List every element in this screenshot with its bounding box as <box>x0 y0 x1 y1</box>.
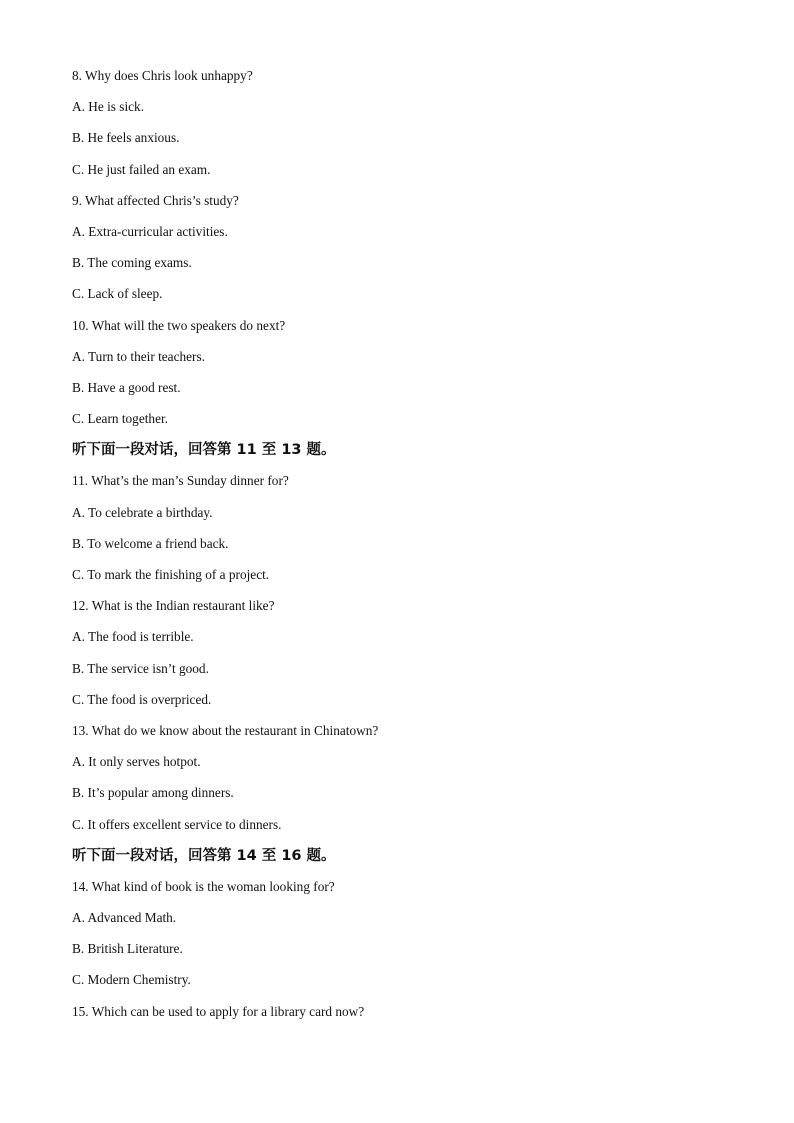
question-10-option-a: A. Turn to their teachers. <box>72 348 205 364</box>
question-9-option-b: B. The coming exams. <box>72 255 192 271</box>
question-9: 9. What affected Chris’s study? <box>72 192 239 208</box>
question-10: 10. What will the two speakers do next? <box>72 317 286 333</box>
question-15: 15. Which can be used to apply for a library card now? <box>72 1003 365 1019</box>
question-13-option-c: C. It offers excellent service to dinners. <box>72 816 282 832</box>
question-8-option-b: B. He feels anxious. <box>72 130 180 146</box>
question-13: 13. What do we know about the restaurant in Chinatown? <box>72 722 379 738</box>
question-12-option-b: B. The service isn’t good. <box>72 660 209 676</box>
question-10-option-b: B. Have a good rest. <box>72 379 181 395</box>
question-12: 12. What is the Indian restaurant like? <box>72 598 275 614</box>
question-11-option-a: A. To celebrate a birthday. <box>72 504 213 520</box>
question-11-option-b: B. To welcome a friend back. <box>72 535 229 551</box>
question-8: 8. Why does Chris look unhappy? <box>72 68 253 83</box>
question-14-option-b: B. British Literature. <box>72 941 183 957</box>
question-14: 14. What kind of book is the woman looking for? <box>72 878 335 894</box>
question-11-option-c: C. To mark the finishing of a project. <box>72 567 270 582</box>
exam-page <box>72 66 722 1033</box>
question-8-option-c: C. He just failed an exam. <box>72 161 211 177</box>
section-heading-14-16: 听下面一段对话，回答第 14 至 16 题。 <box>72 847 336 864</box>
question-9-option-a: A. Extra-curricular activities. <box>72 223 228 239</box>
question-10-option-c: C. Learn together. <box>72 411 168 427</box>
question-11: 11. What’s the man’s Sunday dinner for? <box>72 473 289 489</box>
question-9-option-c: C. Lack of sleep. <box>72 286 163 302</box>
question-14-option-a: A. Advanced Math. <box>72 910 177 926</box>
question-8-option-a: A. He is sick. <box>72 99 145 115</box>
question-14-option-c: C. Modern Chemistry. <box>72 972 191 988</box>
question-12-option-c: C. The food is overpriced. <box>72 691 212 707</box>
question-13-option-a: A. It only serves hotpot. <box>72 754 201 770</box>
section-heading-11-13: 听下面一段对话，回答第 11 至 13 题。 <box>72 442 336 459</box>
question-12-option-a: A. The food is terrible. <box>72 629 194 645</box>
question-13-option-b: B. It’s popular among dinners. <box>72 785 234 801</box>
